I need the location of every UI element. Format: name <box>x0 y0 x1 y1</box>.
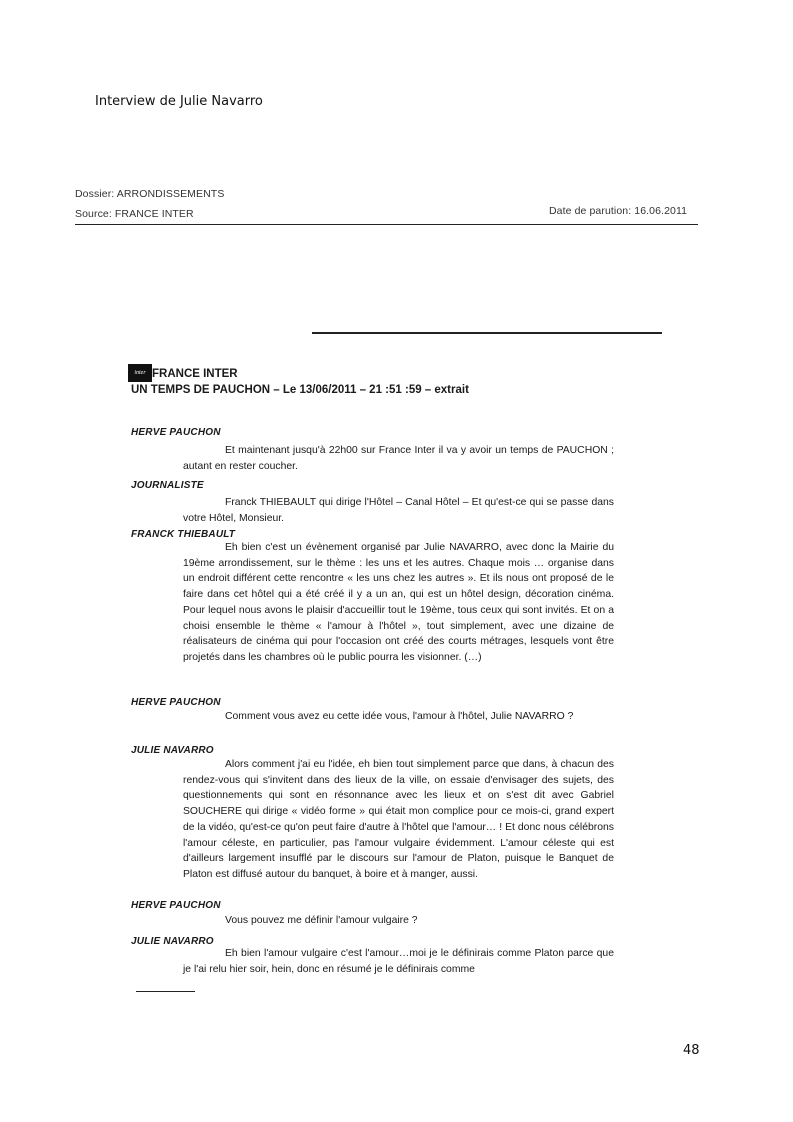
speech-text: Comment vous avez eu cette idée vous, l'amour à l'hôtel, Julie NAVARRO ? <box>225 711 574 722</box>
speech-text: Franck THIEBAULT qui dirige l'Hôtel – Canal Hôtel – Et qu'est-ce qui se passe dans votre Hôtel, Monsieur. <box>183 497 614 524</box>
header-rule <box>75 224 698 225</box>
section-rule <box>312 332 662 334</box>
source-label: Source: FRANCE INTER <box>75 208 194 220</box>
speech-text: Eh bien c'est un évènement organisé par Julie NAVARRO, avec donc la Mairie du 19ème arrondissement, sur le thème : les uns et les autres. Chaque mois … organise dans un endroit différent cette rencontre « les uns chez les autres ». Et ils nous ont proposé de le faire dans cet hôtel qui a été créé il y a un an, qui est un hôtel design, décoration cinéma. Pour lequel nous avons le plaisir d'accueillir tout le 19ème, tous ceux qui sont invités. Et on a choisi ensemble le thème « l'amour à l'hôtel », tout simplement, avec une dizaine de réalisateurs de cinéma qui pour l'occasion ont créé des courts métrages, lesquels vont être projetés dans les chambres où le public pourra les visionner. (…) <box>183 542 614 663</box>
france-inter-logo: inter <box>128 364 152 382</box>
speaker-name: FRANCK THIEBAULT <box>131 529 236 540</box>
signature-line <box>136 991 195 992</box>
speaker-name: JULIE NAVARRO <box>131 745 214 756</box>
speaker-name: HERVE PAUCHON <box>131 697 221 708</box>
speaker-name: JULIE NAVARRO <box>131 936 214 947</box>
speaker-name: HERVE PAUCHON <box>131 900 221 911</box>
program-title: FRANCE INTER <box>152 368 238 380</box>
page-header: Interview de Julie Navarro <box>95 94 263 109</box>
speech-text: Alors comment j'ai eu l'idée, eh bien tout simplement parce que dans, à chacun des rendez-vous qui s'invitent dans des lieux de la ville, on essaie d'envisager des sujets, des questionnements qui sont en résonnance avec les lieux et on s'est dit avec Gabriel SOUCHERE qui dirige « vidéo forme » qui était mon complice pour ce mois-ci, grand expert de la vidéo, qu'est-ce qu'on peut faire d'autre à l'hôtel que l'amour… ! Et donc nous célébrons l'amour céleste, en particulier, pas l'amour vulgaire évidemment. L'amour céleste qui est d'ailleurs largement insufflé par le discours sur l'amour de Platon, puisque le Banquet de Platon est diffusé autour du banquet, à boire et à manger, aussi. <box>183 759 614 880</box>
speech-text: Vous pouvez me définir l'amour vulgaire ? <box>225 915 418 926</box>
page-number: 48 <box>683 1043 700 1058</box>
speech-text: Eh bien l'amour vulgaire c'est l'amour…moi je le définirais comme Platon parce que je l'ai relu hier soir, hein, donc en résumé je le définirais comme <box>183 948 614 975</box>
publication-date: Date de parution: 16.06.2011 <box>549 205 688 217</box>
dossier-label: Dossier: ARRONDISSEMENTS <box>75 188 225 200</box>
speaker-name: HERVE PAUCHON <box>131 427 221 438</box>
speaker-name: JOURNALISTE <box>131 480 204 491</box>
speech-text: Et maintenant jusqu'à 22h00 sur France Inter il va y avoir un temps de PAUCHON ; autant en rester coucher. <box>183 445 614 472</box>
program-subtitle: UN TEMPS DE PAUCHON – Le 13/06/2011 – 21 :51 :59 – extrait <box>131 384 469 396</box>
